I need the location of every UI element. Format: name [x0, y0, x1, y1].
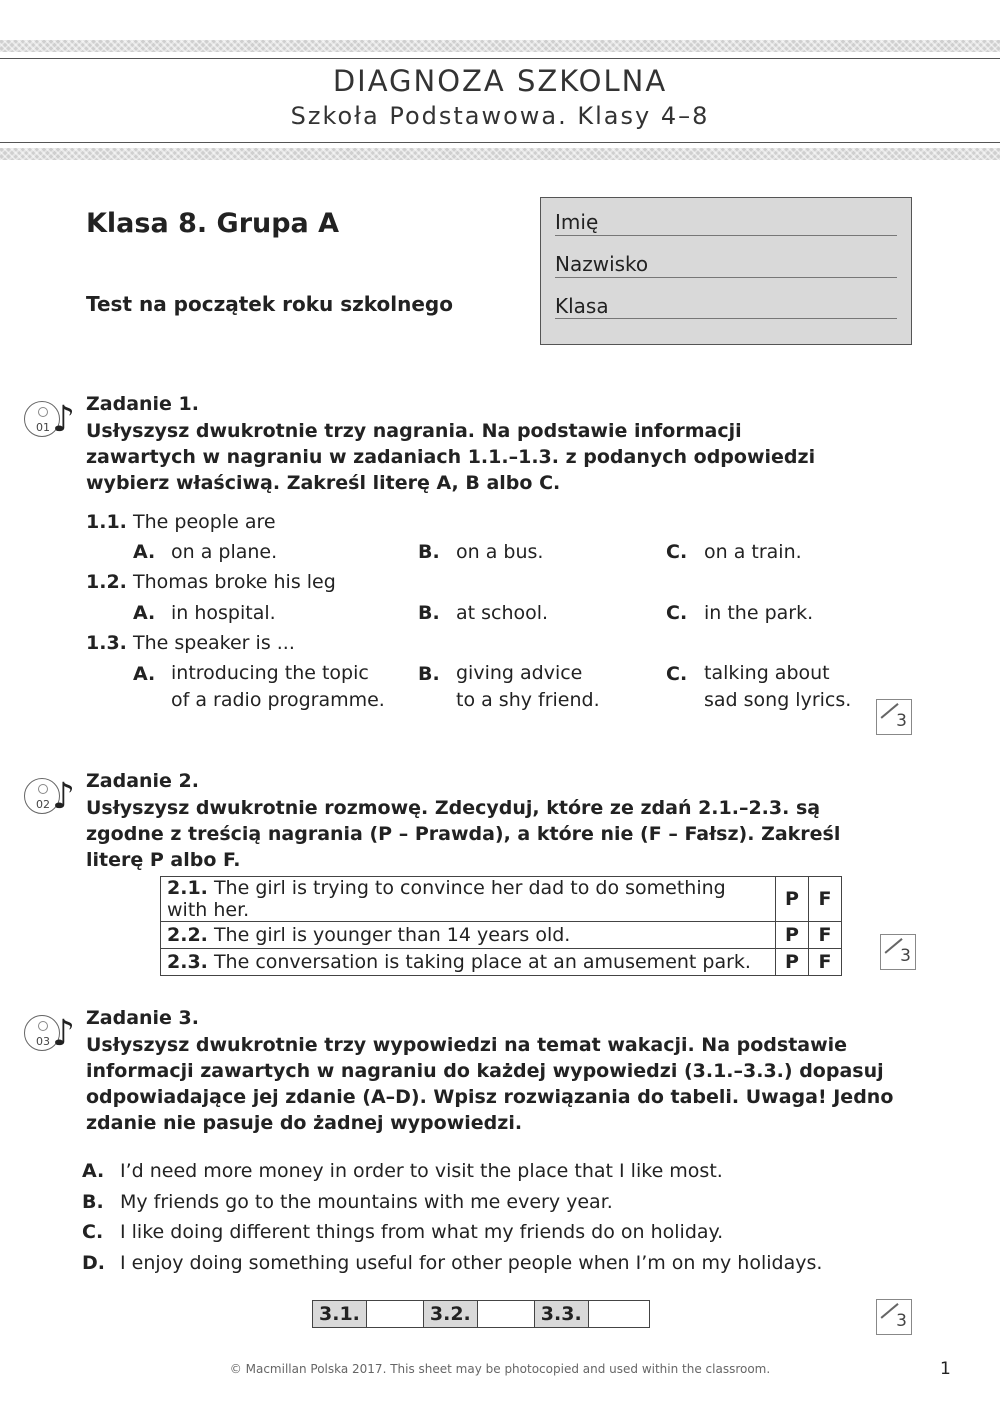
class-label: Klasa: [555, 294, 609, 318]
student-info-box: [540, 197, 912, 345]
option-text: on a train.: [704, 541, 802, 563]
header-subtitle: Szkoła Podstawowa. Klasy 4–8: [290, 102, 710, 130]
true-option[interactable]: P: [776, 922, 809, 949]
statement-cell: 2.3. The conversation is taking place at an amusement park.: [161, 949, 776, 976]
answer-label: 3.1.: [313, 1301, 367, 1328]
answer-input[interactable]: [477, 1301, 534, 1328]
answer-label: 3.3.: [534, 1301, 588, 1328]
task3-instruction: Usłyszysz dwukrotnie trzy wypowiedzi na temat wakacji. Na podstawie informacji zawartych w nagraniu do każdej wypowiedzi (3.1.–3.3.) dopasuj odpowiadające jej zdanie (A–D). Wpisz rozwiązania do tabeli. Uwaga! Jedno zdanie nie pasuje do żadnej wypowiedzi.: [86, 1034, 894, 1134]
score-max: 3: [896, 1311, 907, 1331]
true-false-table: [160, 876, 842, 976]
true-option[interactable]: P: [776, 949, 809, 976]
first-name-line[interactable]: [555, 235, 897, 236]
first-name-label: Imię: [555, 210, 599, 234]
question-number: 1.1.: [86, 511, 127, 533]
option-text: giving advice to a shy friend.: [456, 662, 600, 711]
true-option[interactable]: P: [776, 877, 809, 922]
sentence-letter: D.: [82, 1252, 105, 1274]
task1-title: Zadanie 1.: [86, 393, 199, 415]
header-top-rule: [0, 58, 1000, 59]
task1-instruction: Usłyszysz dwukrotnie trzy nagrania. Na podstawie informacji zawartych w nagraniu w zadaniach 1.1.–1.3. z podanych odpowiedzi wybierz właściwą. Zakreśl literę A, B albo C.: [86, 420, 816, 494]
statement-cell: 2.2. The girl is younger than 14 years old.: [161, 922, 776, 949]
false-option[interactable]: F: [809, 949, 842, 976]
option-letter[interactable]: B.: [418, 602, 440, 624]
header-top-band: [0, 40, 1000, 52]
score-max: 3: [896, 711, 907, 731]
task2-title: Zadanie 2.: [86, 770, 199, 792]
class-group-heading: Klasa 8. Grupa A: [86, 208, 340, 239]
false-option[interactable]: F: [809, 877, 842, 922]
question-number: 1.2.: [86, 571, 127, 593]
last-name-line[interactable]: [555, 277, 897, 278]
option-text: introducing the topic of a radio programme.: [171, 662, 385, 711]
task2-instruction: Usłyszysz dwukrotnie rozmowę. Zdecyduj, które ze zdań 2.1.–2.3. są zgodne z treścią nagrania (P – Prawda), a które nie (F – Fałsz). Zakreśl literę P albo F.: [86, 797, 841, 871]
false-option[interactable]: F: [809, 922, 842, 949]
track-number: 01: [36, 421, 50, 434]
score-box[interactable]: [876, 1299, 912, 1335]
answer-input[interactable]: [366, 1301, 423, 1328]
score-box[interactable]: [876, 699, 912, 735]
music-note-icon: ♪: [52, 399, 75, 440]
question-text: The people are: [133, 511, 276, 533]
sentence-letter: A.: [82, 1160, 105, 1182]
option-letter[interactable]: A.: [133, 541, 156, 563]
sentence-text: I’d need more money in order to visit the place that I like most.: [120, 1160, 723, 1182]
score-max: 3: [900, 946, 911, 966]
option-text: on a plane.: [171, 541, 278, 563]
music-note-icon: ♪: [52, 1013, 75, 1054]
option-text: at school.: [456, 602, 549, 624]
last-name-label: Nazwisko: [555, 252, 649, 276]
option-text: in the park.: [704, 602, 814, 624]
sentence-text: I enjoy doing something useful for other people when I’m on my holidays.: [120, 1252, 823, 1274]
option-letter[interactable]: C.: [666, 663, 688, 685]
answer-table: [312, 1300, 650, 1328]
sentence-text: My friends go to the mountains with me every year.: [120, 1191, 613, 1213]
header-title: DIAGNOZA SZKOLNA: [332, 64, 668, 98]
option-letter[interactable]: C.: [666, 602, 688, 624]
task3-title: Zadanie 3.: [86, 1007, 199, 1029]
answer-input[interactable]: [588, 1301, 649, 1328]
option-text: in hospital.: [171, 602, 276, 624]
table-row: [161, 949, 842, 976]
statement-cell: 2.1. The girl is trying to convince her dad to do something with her.: [161, 877, 776, 922]
header-bottom-rule: [0, 142, 1000, 143]
question-text: The speaker is ...: [133, 632, 295, 654]
option-letter[interactable]: A.: [133, 602, 156, 624]
music-note-icon: ♪: [52, 776, 75, 817]
track-number: 03: [36, 1035, 50, 1048]
page-number: 1: [940, 1359, 951, 1379]
option-text: on a bus.: [456, 541, 544, 563]
sentence-letter: B.: [82, 1191, 104, 1213]
option-text: talking about sad song lyrics.: [704, 662, 852, 711]
class-line[interactable]: [555, 318, 897, 319]
answer-label: 3.2.: [423, 1301, 477, 1328]
question-number: 1.3.: [86, 632, 127, 654]
table-row: [313, 1301, 650, 1328]
track-number: 02: [36, 798, 50, 811]
question-text: Thomas broke his leg: [133, 571, 336, 593]
table-row: [161, 877, 842, 922]
footer-copyright: © Macmillan Polska 2017. This sheet may be photocopied and used within the classroom.: [229, 1362, 771, 1376]
score-box[interactable]: [880, 934, 916, 970]
sentence-letter: C.: [82, 1221, 104, 1243]
option-letter[interactable]: C.: [666, 541, 688, 563]
table-row: [161, 922, 842, 949]
option-letter[interactable]: B.: [418, 663, 440, 685]
header-bottom-band: [0, 148, 1000, 160]
sentence-text: I like doing different things from what my friends do on holiday.: [120, 1221, 724, 1243]
option-letter[interactable]: A.: [133, 663, 156, 685]
test-title: Test na początek roku szkolnego: [86, 292, 453, 316]
option-letter[interactable]: B.: [418, 541, 440, 563]
